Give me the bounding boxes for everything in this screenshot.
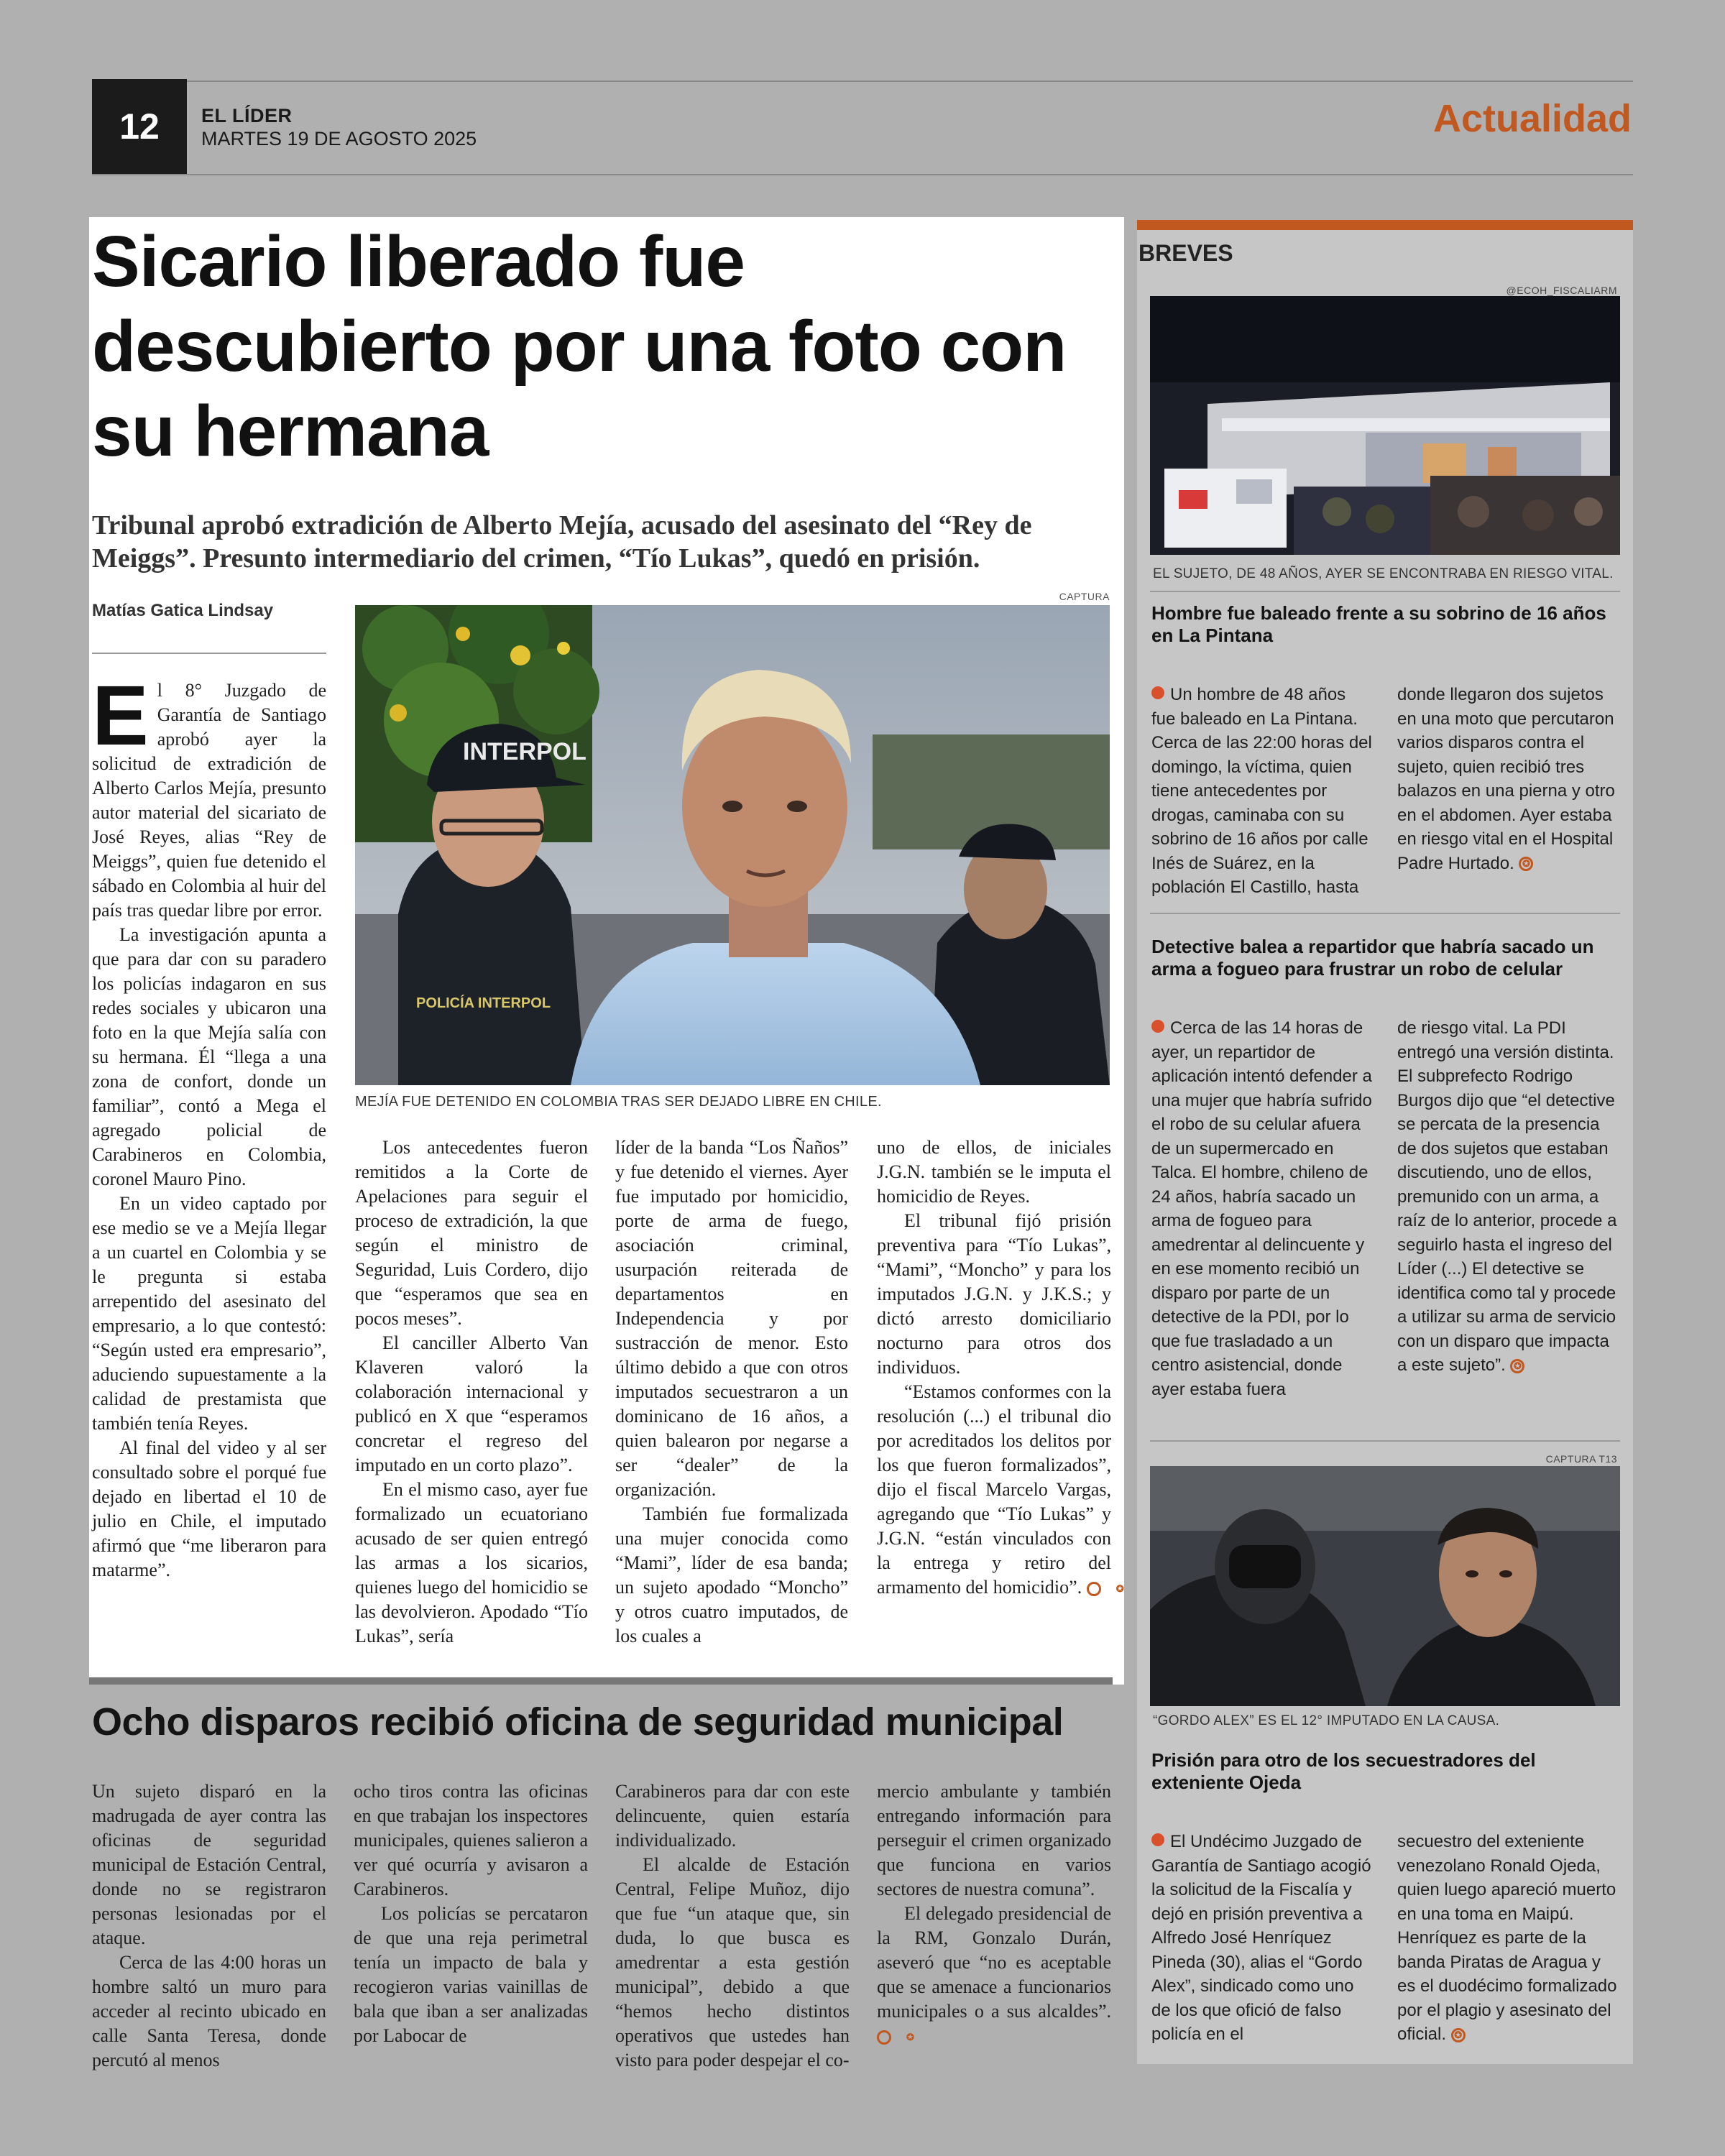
sidebar-accent-bar: [1137, 220, 1633, 230]
second-col2-p2: Los policías se percataron de que una reja perimetral tenía un impacto de bala y recogieron varias vainillas de bala que iban a ser analizadas por Labocar de: [354, 1903, 588, 2046]
sidebar-divider-2: [1150, 1440, 1620, 1442]
publication-name: EL LÍDER: [201, 105, 293, 126]
sidebar-item1-title: Hombre fue baleado frente a su sobrino de 16 años en La Pintana: [1151, 602, 1606, 646]
sidebar-item2-text2: de riesgo vital. La PDI entregó una versión distinta. El subprefecto Rodrigo Burgos dijo que “el detective se percata de la presencia de dos sujetos que estaban discutiendo, uno de ellos, premunido con un arma, a raíz de lo anterior, procede a seguirlo hasta el ingreso del Líder (...) El detective se identifica como tal y procede a utilizar su arma de servicio con un disparo que impacta a este sujeto”.: [1397, 1018, 1617, 1375]
sidebar-item1-col1: [1151, 683, 1374, 900]
main-col2-p1: Los antecedentes fueron remitidos a la Corte de Apelaciones para seguir el proceso de extradición, la que según el ministro de Seguridad, Luis Cordero, dijo que “esperamos que sea en pocos meses”.: [355, 1137, 588, 1329]
sidebar-item1-rule: [1150, 591, 1620, 592]
main-column-3: [615, 1135, 848, 1649]
sidebar-item3-text2: secuestro del exteniente venezolano Ronald Ojeda, quien luego apareció muerto en una toma en Maipú. Henríquez es parte de la banda Piratas de Aragua y es el duodécimo formalizado por el plagio y asesinato del oficial.: [1397, 1832, 1617, 2044]
sidebar-item1-caption: EL SUJETO, DE 48 AÑOS, AYER SE ENCONTRABA EN RIESGO VITAL.: [1153, 566, 1614, 581]
second-headline: Ocho disparos recibió oficina de seguridad municipal: [92, 1700, 1064, 1743]
publication-date: MARTES 19 DE AGOSTO 2025: [201, 128, 477, 149]
page-number: 12: [92, 79, 187, 174]
sidebar-divider-1: [1150, 913, 1620, 914]
sidebar-item2-col1: [1151, 1016, 1374, 1401]
sidebar-item3-col2: [1397, 1830, 1620, 2047]
second-col1-p2: Cerca de las 4:00 horas un hombre saltó un muro para acceder al recinto ubicado en calle Santa Teresa, donde percutó al menos: [92, 1952, 326, 2070]
sidebar-item2-text1: Cerca de las 14 horas de ayer, un repartidor de aplicación intentó defender a una mujer que habría sufrido el robo de su celular afuera de un supermercado en Talca. El hombre, chileno de 24 años, habría sacado un arma de fogueo para amedrentar al delincuente y en ese momento recibió un disparo por parte de un detective de la PDI, por lo que fue trasladado a un centro asistencial, donde ayer estaba fuera: [1151, 1018, 1372, 1399]
second-column-3: [615, 1779, 850, 2073]
header-top-rule: [92, 80, 1633, 82]
sidebar-item1-text2: donde llegaron dos sujetos en una moto que percutaron varios disparos contra el sujeto, quien recibió tres balazos en una pierna y otro en el abdomen. Ayer estaba en riesgo vital en el Hospital Padre Hurtado.: [1397, 685, 1615, 873]
header-bottom-rule: [92, 174, 1633, 175]
second-column-2: [354, 1779, 588, 2048]
second-col3-p1: Carabineros para dar con este delincuente, quien estaría individualizado.: [615, 1781, 850, 1851]
main-column-2: [355, 1135, 588, 1649]
main-col1-p2: La investigación apunta a que para dar con su paradero los policías indagaron en sus redes sociales y ubicaron una foto en la que Mejía salía con su hermana. Él “llega a una zona de confort, donde un familiar”, contó a Mega el agregado policial de Carabineros en Colombia, coronel Mauro Pino.: [92, 924, 326, 1189]
main-col4-p1: uno de ellos, de iniciales J.G.N. también se le imputa el homicidio de Reyes.: [877, 1137, 1111, 1207]
photo-credit: CAPTURA: [1059, 591, 1110, 602]
bullet-dot-icon: [1151, 1833, 1164, 1846]
main-col3-p2: También fue formalizada una mujer conocida como “Mami”, líder de esa banda; un sujeto apodado “Moncho” y otros cuatro imputados, de los cuales a: [615, 1503, 848, 1646]
main-col1-p1: l 8° Juzgado de Garantía de Santiago aprobó ayer la solicitud de extradición de Alberto Carlos Mejía, presunto autor material del sicariato de José Reyes, alias “Rey de Meiggs”, quien fue detenido el sábado en Colombia al huir del país tras quedar libre por error.: [92, 680, 326, 921]
main-col4-p2: El tribunal fijó prisión preventiva para “Tío Lukas”, “Mami”, “Moncho” y para los imputados J.G.N. y J.K.S.; y dictó arresto domiciliario nocturno para otros dos individuos.: [877, 1210, 1111, 1378]
main-col2-p3: En el mismo caso, ayer fue formalizado un ecuatoriano acusado de ser quien entregó las armas a los sicarios, quienes luego del homicidio se las devolvieron. Apodado “Tío Lukas”, sería: [355, 1479, 588, 1646]
sidebar-item1-text1: Un hombre de 48 años fue baleado en La Pintana. Cerca de las 22:00 horas del domingo, la víctima, quien tiene antecedentes por drogas, caminaba con su sobrino de 16 años por calle Inés de Suárez, en la población El Castillo, hasta: [1151, 685, 1372, 897]
sidebar-item3-text1: El Undécimo Juzgado de Garantía de Santiago acogió la solicitud de la Fiscalía y dejó en prisión preventiva a Alfredo José Henríquez Pineda (30), alias el “Gordo Alex”, sindicado como uno de los que ofició de falso policía en el: [1151, 1832, 1371, 2044]
main-column-1: [92, 668, 326, 1583]
photo-vest-text: POLICÍA INTERPOL: [416, 995, 551, 1011]
bullet-dot-icon: [1151, 686, 1164, 699]
sidebar-item3-caption: “GORDO ALEX” ES EL 12° IMPUTADO EN LA CAUSA.: [1153, 1713, 1500, 1728]
sidebar-item1-col2: [1397, 683, 1620, 875]
main-col2-p2: El canciller Alberto Van Klaveren valoró la colaboración internacional y publicó en X que “esperamos concretar el regreso del imputado en un corto plazo”.: [355, 1332, 588, 1475]
photo-caption: MEJÍA FUE DETENIDO EN COLOMBIA TRAS SER DEJADO LIBRE EN CHILE.: [355, 1094, 882, 1110]
byline-rule: [92, 653, 326, 654]
sidebar-item3-credit: CAPTURA T13: [1545, 1453, 1617, 1465]
second-col4-p2: El delegado presidencial de la RM, Gonzalo Durán, aseveró que “no es aceptable que se amenace a funcionarios municipales o a sus alcaldes”.: [877, 1903, 1111, 2022]
main-photo: [355, 605, 1110, 1085]
main-deck: Tribunal aprobó extradición de Alberto Mejía, acusado del asesinato del “Rey de Meiggs”. Presunto intermediario del crimen, “Tío Lukas”, quedó en prisión.: [92, 510, 1032, 573]
section-title: Actualidad: [1432, 97, 1632, 140]
main-headline: Sicario liberado fue descubierto por una foto con su hermana: [92, 221, 1067, 471]
bullet-dot-icon: [1151, 1020, 1164, 1033]
sidebar-item3-title: Prisión para otro de los secuestradores del exteniente Ojeda: [1151, 1749, 1536, 1793]
second-column-1: [92, 1779, 326, 2073]
sidebar-item3-col1: [1151, 1830, 1374, 2047]
second-column-4: [877, 1779, 1111, 2048]
end-mark-icon: ✪: [1510, 1359, 1524, 1373]
main-column-4: [877, 1135, 1124, 1600]
main-article-bottom-rule: [89, 1677, 1113, 1685]
end-mark-icon: ✪: [1519, 857, 1533, 871]
main-col3-p1: líder de la banda “Los Ñaños” y fue detenido el viernes. Ayer fue imputado por homicidio, porte de arma de fuego, asociación criminal, usurpación reiterada de departamentos en Independencia y por sustracción de menor. Esto último debido a que con otros imputados secuestraron a un dominicano de 16 años, a quien balearon por negarse a ser “dealer” de la organización.: [615, 1137, 848, 1500]
end-mark-icon: ✪: [1451, 2028, 1466, 2042]
end-mark-icon: ✪: [1087, 1582, 1101, 1596]
drop-cap: E: [92, 668, 149, 763]
sidebar-item2-col2: [1397, 1016, 1620, 1378]
sidebar-item2-title: Detective balea a repartidor que habría sacado un arma a fogueo para frustrar un robo de celular: [1151, 936, 1594, 980]
main-col4-p3: “Estamos conformes con la resolución (...) el tribunal dio por acreditados los delitos por los que fueron formalizados”, dijo el fiscal Marcelo Vargas, agregando que “Tío Lukas” y J.G.N. “están vinculados con la entrega y retiro del armamento del homicidio”.: [877, 1381, 1111, 1598]
main-col1-p3: En un video captado por ese medio se ve a Mejía llegar a un cuartel en Colombia y se le pregunta si estaba arrepentido del asesinato del empresario, a lo que contestó: “Según usted era empresario”, aduciendo supuestamente a la calidad de prestamista que también tenía Reyes.: [92, 1193, 326, 1434]
sidebar-item3-photo: [1150, 1466, 1620, 1706]
second-col3-p2: El alcalde de Estación Central, Felipe Muñoz, dijo que fue “un ataque que, sin duda, lo que busca es amedrentar a esta gestión municipal”, debido a que “hemos hecho distintos operativos que ustedes han visto para poder despejar el co-: [615, 1854, 850, 2070]
second-col4-p1: mercio ambulante y también entregando información para perseguir el crimen organizado que funciona en varios sectores de nuestra comuna”.: [877, 1781, 1111, 1899]
photo-cap-text: INTERPOL: [463, 738, 586, 765]
end-mark-icon: ✪: [877, 2030, 891, 2045]
sidebar-label: BREVES: [1138, 240, 1233, 266]
main-col1-p4: Al final del video y al ser consultado sobre el porqué fue dejado en libertad el 10 de julio en Chile, el imputado afirmó que “me liberaron para matarme”.: [92, 1437, 326, 1580]
byline: Matías Gatica Lindsay: [92, 601, 274, 620]
second-col1-p1: Un sujeto disparó en la madrugada de ayer contra las oficinas de seguridad municipal de Estación Central, donde no se registraron personas lesionadas por el ataque.: [92, 1781, 326, 1948]
sidebar-item1-credit: @ECOH_FISCALIARM: [1506, 285, 1617, 296]
sidebar-item1-photo: [1150, 296, 1620, 555]
second-col2-p1: ocho tiros contra las oficinas en que trabajan los inspectores municipales, quienes salieron a ver qué ocurría y avisaron a Carabineros.: [354, 1781, 588, 1899]
